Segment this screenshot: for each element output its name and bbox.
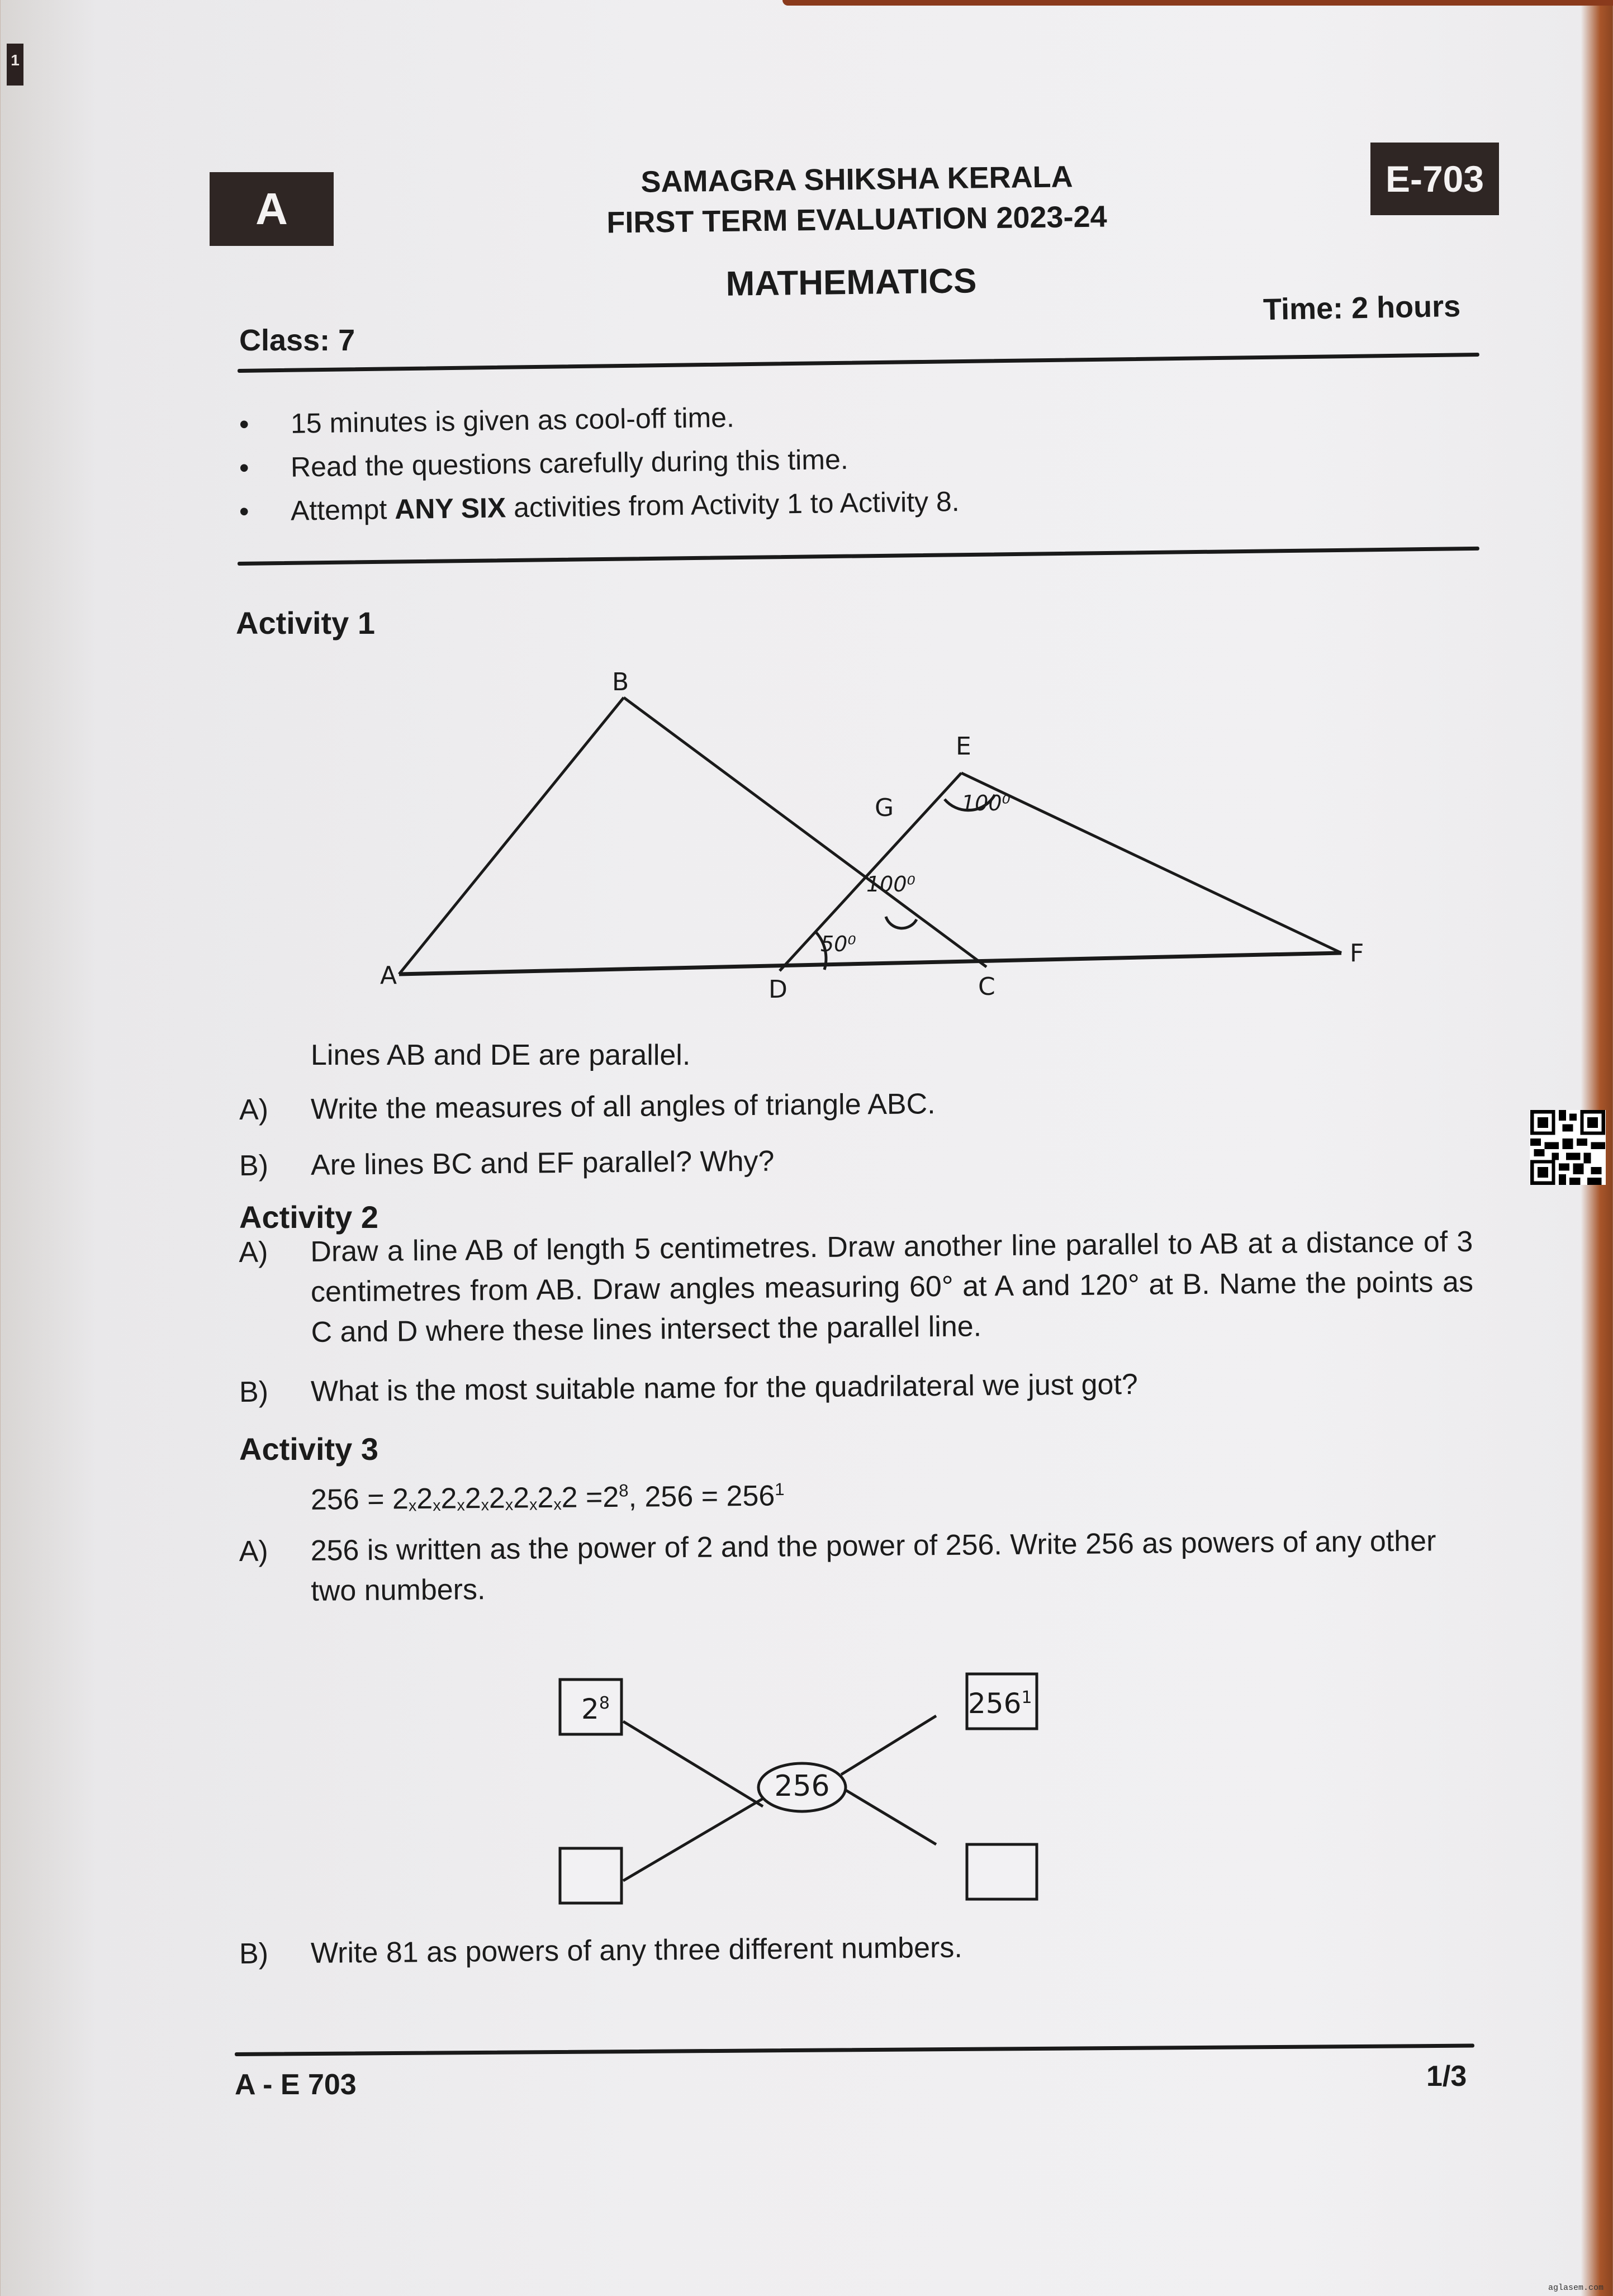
instruction-item: • 15 minutes is given as cool-off time. — [239, 401, 735, 440]
activity-3-title: Activity 3 — [239, 1431, 378, 1467]
footer-divider — [235, 2044, 1474, 2056]
activity-2-question-a: A) Draw a line AB of length 5 centimetres. Draw another line parallel to AB at a distance of 3 centimetres from AB. Draw angles measuring 60° at A and 120° at B. Name the points as C and D where these lines intersect the parallel line. — [239, 1225, 1474, 1349]
page-number: 1/3 — [1426, 2060, 1467, 2093]
point-label-c: C — [978, 973, 995, 1001]
center-value: 256 — [774, 1770, 830, 1803]
box-bottom-left — [560, 1848, 622, 1903]
point-label-f: F — [1350, 939, 1364, 967]
triangle-figure — [335, 648, 1397, 1006]
paper-code-badge: E-703 — [1370, 143, 1499, 215]
activity-3-question-a: A) 256 is written as the power of 2 and the power of 256. Write 256 as powers of any other two numbers. — [239, 1525, 1436, 1607]
point-label-a: A — [380, 961, 397, 990]
top-right-value: $256^1$ — [968, 1687, 1032, 1720]
activity-1-note: Lines AB and DE are parallel. — [311, 1039, 691, 1071]
activity-3-equation: $256 = 2x2x2x2x2x2x2x2 =2^8$, $256 = 256^1$ — [310, 1479, 785, 1516]
set-badge: A — [210, 172, 334, 246]
header-divider — [238, 353, 1479, 373]
class-label: Class: 7 — [239, 324, 355, 357]
qr-code — [1530, 1110, 1606, 1185]
activity-2-title: Activity 2 — [239, 1199, 378, 1235]
page-marker: 1 — [7, 44, 23, 86]
instruction-item: • Read the questions carefully during this time. — [239, 443, 849, 483]
point-label-e: E — [956, 732, 971, 761]
powers-diagram — [553, 1654, 1056, 1911]
table-edge — [782, 0, 1613, 6]
point-label-b: B — [612, 668, 629, 696]
angle-g-label: 100⁰ — [866, 872, 915, 896]
instruction-item: • Attempt ANY SIX activities from Activity 1 to Activity 8. — [239, 486, 960, 527]
subject-title: MATHEMATICS — [725, 262, 977, 303]
activity-2-question-b: B) What is the most suitable name for the quadrilateral we just got? — [239, 1368, 1138, 1408]
point-label-d: D — [768, 975, 787, 1004]
activity-3-question-b: B) Write 81 as powers of any three different numbers. — [239, 1931, 963, 1970]
activity-1-question-b: B) Are lines BC and EF parallel? Why? — [239, 1145, 775, 1182]
instructions-divider — [238, 547, 1479, 566]
activity-1-title: Activity 1 — [236, 605, 375, 641]
footer-code: A - E 703 — [235, 2069, 357, 2101]
angle-d-label: 50⁰ — [820, 932, 856, 956]
top-left-value: $2^8$ — [581, 1693, 610, 1725]
point-label-g: G — [875, 794, 894, 822]
time-label: Time: 2 hours — [1263, 289, 1461, 327]
watermark-bottom: aglasem.com — [1548, 2283, 1604, 2293]
angle-e-label: 100⁰ — [961, 791, 1011, 815]
organization-title: SAMAGRA SHIKSHA KERALA — [641, 160, 1073, 199]
exam-title: FIRST TERM EVALUATION 2023-24 — [606, 200, 1107, 240]
box-bottom-right — [967, 1844, 1037, 1899]
activity-1-question-a: A) Write the measures of all angles of triangle ABC. — [239, 1088, 936, 1126]
